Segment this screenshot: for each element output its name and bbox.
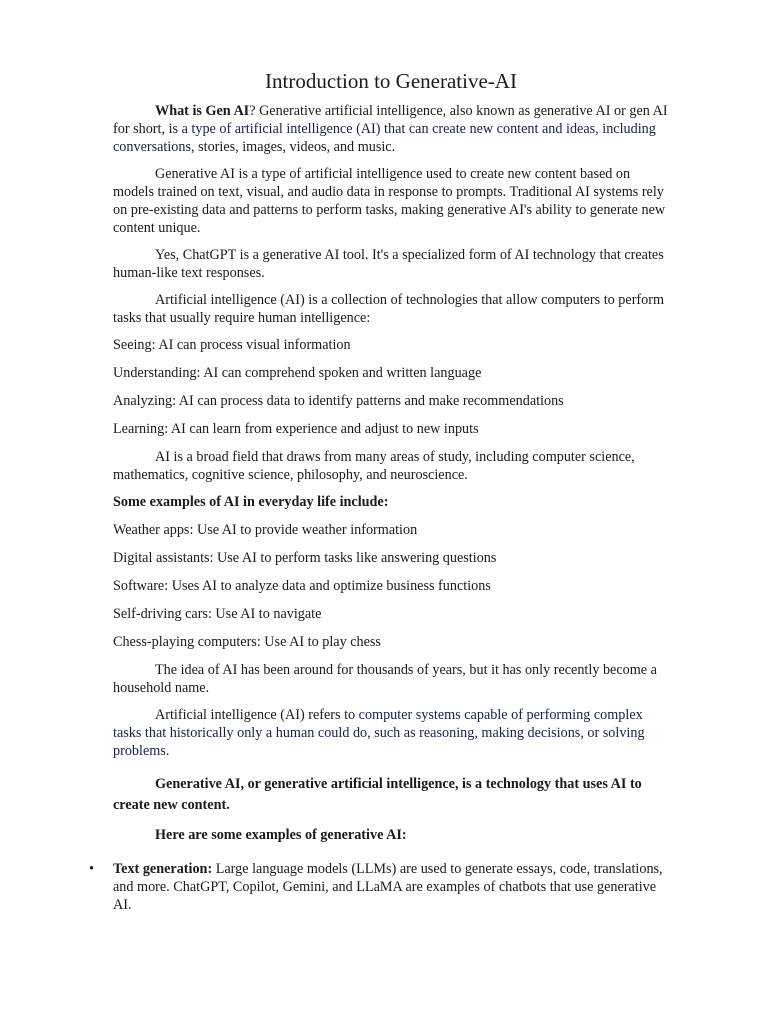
paragraph-text: ? Generative artificial intelligence, also known as generative AI or gen AI for short,	[113, 103, 668, 137]
highlighted-text: is a type of artificial intelligence (AI) that can create new content and ideas, including conversations	[113, 121, 656, 155]
paragraph-examples-intro: Here are some examples of generative AI:	[155, 827, 407, 843]
examples-heading	[113, 493, 669, 511]
examples-heading-text: Some examples of AI in everyday life include:	[113, 494, 389, 510]
paragraph-text: Artificial intelligence (AI) refers to	[155, 707, 359, 723]
paragraph-text: .	[165, 743, 170, 759]
example-item: Weather apps: Use AI to provide weather information	[113, 522, 418, 538]
paragraph-generative-definition: Generative AI, or generative artificial intelligence, is a technology that uses AI to create new content.	[113, 776, 642, 813]
generative-examples-list	[89, 860, 669, 914]
document-page	[89, 66, 669, 914]
paragraph-history: The idea of AI has been around for thousands of years, but it has only recently become a household name.	[113, 662, 657, 696]
capability-item: Seeing: AI can process visual information	[113, 337, 351, 353]
example-item: Software: Uses AI to analyze data and optimize business functions	[113, 578, 491, 594]
paragraph-broad-field: AI is a broad field that draws from many areas of study, including computer science, mathematics, cognitive science, philosophy, and neuroscience.	[113, 449, 635, 483]
example-item: Self-driving cars: Use AI to navigate	[113, 606, 322, 622]
capability-item: Understanding: AI can comprehend spoken and written language	[113, 365, 482, 381]
highlighted-text: computer systems capable of performing complex tasks that historically only a human could do, such as reasoning, making decisions, or solving problems	[113, 707, 645, 759]
paragraph-what-is-gen-ai	[113, 102, 669, 156]
example-item: Chess-playing computers: Use AI to play chess	[113, 634, 381, 650]
bullet-text: Large language models (LLMs) are used to generate essays, code, translations, and more. ChatGPT, Copilot, Gemini, and LLaMA are examples of chatbots that use generative AI.	[113, 861, 663, 913]
paragraph-ai-definition: Artificial intelligence (AI) is a collection of technologies that allow computers to perform tasks that usually require human intelligence:	[113, 292, 665, 326]
bullet-item-text-generation	[89, 860, 669, 914]
example-item: Digital assistants: Use AI to perform tasks like answering questions	[113, 550, 497, 566]
capability-item: Analyzing: AI can process data to identify patterns and make recommendations	[113, 393, 564, 409]
bullet-term: Text generation:	[113, 861, 213, 877]
capability-item: Learning: AI can learn from experience and adjust to new inputs	[113, 421, 479, 437]
paragraph-text: , stories, images, videos, and music.	[191, 139, 396, 155]
document-title: Introduction to Generative-AI	[265, 69, 517, 93]
term-gen-ai: What is Gen AI	[155, 103, 250, 119]
examples-list	[113, 521, 669, 651]
bullet-icon: •	[89, 861, 94, 877]
paragraph-ai-refers	[113, 706, 669, 760]
capabilities-list	[113, 336, 669, 438]
paragraph-chatgpt: Yes, ChatGPT is a generative AI tool. It's a specialized form of AI technology that creates human-like text responses.	[113, 247, 664, 281]
paragraph-generative-ai: Generative AI is a type of artificial intelligence used to create new content based on models trained on text, visual, and audio data in response to prompts. Traditional AI systems rely on pre-existing data and patterns to perform tasks, making generative AI's ability to generate new content unique.	[113, 166, 666, 236]
